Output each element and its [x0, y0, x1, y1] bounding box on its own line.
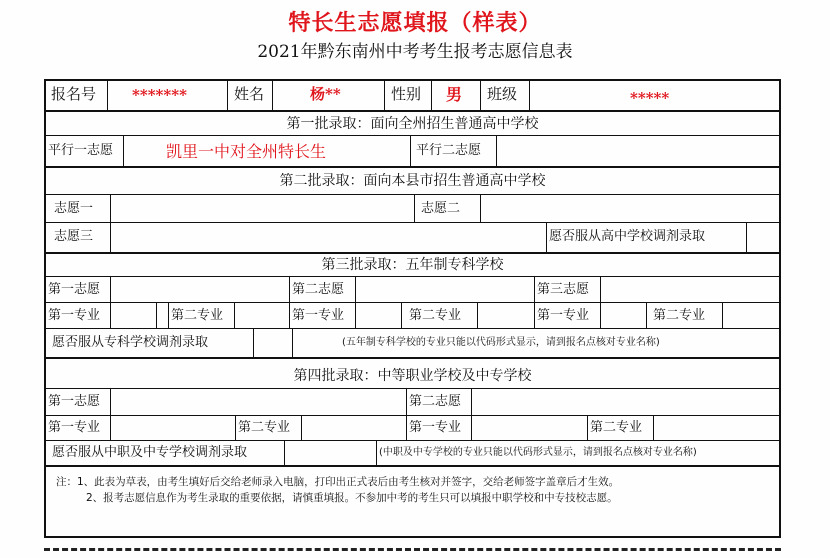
exam-no-value[interactable]: *******: [132, 86, 187, 104]
rule-v: [534, 276, 535, 328]
rule-batch3-row2: [46, 328, 779, 329]
batch4-major2-label: 第二专业: [238, 420, 291, 435]
rule-v: [480, 81, 481, 110]
rule-batch2-row1: [46, 222, 779, 223]
class-value[interactable]: *****: [630, 89, 670, 107]
note-line-1: 注：1、此表为草表，由考生填好后交给老师录入电脑，打印出正式表后由考生核对并签字，交给老师签字盖章后才生效。: [56, 476, 620, 488]
rule-batch3-heading: [46, 276, 779, 277]
gender-label: 性别: [391, 85, 422, 103]
cut-line: [44, 548, 781, 551]
rule-batch1-heading: [46, 135, 779, 136]
batch3-heading: 第三批录取：五年制专科学校: [321, 257, 504, 273]
exam-no-label: 报名号: [51, 85, 97, 103]
rule-batch4-bottom: [46, 465, 779, 467]
rule-v: [600, 276, 601, 328]
rule-v: [110, 388, 111, 440]
rule-batch1-bottom: [46, 166, 779, 168]
batch4-choice1-label: 第一志愿: [48, 394, 101, 409]
name-value[interactable]: 杨**: [310, 85, 341, 103]
rule-v: [156, 302, 157, 328]
batch4-adjust-label: 愿否服从中职及中专学校调剂录取: [52, 445, 248, 460]
rule-v: [168, 302, 169, 328]
batch3-major1-label: 第一专业: [48, 308, 101, 323]
batch4-major2-label-col2: 第二专业: [590, 420, 643, 435]
batch3-major1-label-col3: 第一专业: [537, 308, 590, 323]
rule-v: [414, 194, 415, 222]
batch3-choice2-label: 第二志愿: [292, 282, 345, 297]
rule-v: [234, 302, 235, 328]
batch4-heading: 第四批录取：中等职业学校及中专学校: [293, 368, 532, 384]
rule-v: [289, 276, 290, 328]
batch4-major1-label: 第一专业: [48, 420, 101, 435]
gender-value[interactable]: 男: [446, 85, 463, 104]
batch3-major2-label-col2: 第二专业: [409, 308, 462, 323]
rule-v: [253, 328, 254, 357]
rule-info-bottom: [46, 110, 779, 112]
rule-v: [471, 388, 472, 440]
rule-v: [301, 415, 302, 440]
batch2-choice2-label: 志愿二: [421, 201, 461, 216]
rule-batch2-bottom: [46, 252, 779, 254]
rule-v: [546, 222, 547, 252]
rule-v: [284, 440, 285, 465]
batch4-major1-label-col2: 第一专业: [409, 420, 462, 435]
batch1-parallel1-value[interactable]: 凯里一中对全州特长生: [166, 142, 327, 161]
rule-v: [235, 415, 236, 440]
rule-v: [355, 276, 356, 328]
batch4-hint: (中职及中专学校的专业只能以代码形式显示，请到报名点核对专业名称): [379, 447, 697, 458]
form-title: 特长生志愿填报（样表）: [288, 10, 542, 36]
note-line-2: 2、报考志愿信息作为考生录取的重要依据，请慎重填报。不参加中考的考生只可以填报中职学校和中专技校志愿。: [86, 492, 618, 504]
rule-v: [646, 302, 647, 328]
rule-v: [110, 194, 111, 252]
batch3-major2-label: 第二专业: [171, 308, 224, 323]
rule-batch2-heading: [46, 194, 779, 195]
rule-v: [123, 135, 124, 166]
rule-v: [376, 440, 377, 465]
form-subtitle: 2021年黔东南州中考考生报考志愿信息表: [257, 42, 573, 62]
batch2-choice3-label: 志愿三: [54, 229, 94, 244]
rule-v: [496, 135, 497, 166]
rule-v: [722, 302, 723, 328]
batch3-major1-label-col2: 第一专业: [292, 308, 345, 323]
batch2-choice1-label: 志愿一: [54, 201, 94, 216]
batch3-choice3-label: 第三志愿: [537, 282, 590, 297]
rule-batch4-heading: [46, 388, 779, 389]
batch2-adjust-label: 愿否服从高中学校调剂录取: [549, 229, 706, 244]
rule-v: [406, 388, 407, 440]
application-form: [44, 79, 781, 538]
rule-v: [410, 135, 411, 166]
rule-v: [653, 415, 654, 440]
class-label: 班级: [487, 85, 518, 103]
batch3-hint: (五年制专科学校的专业只能以代码形式显示，请到报名点核对专业名称): [342, 337, 660, 348]
batch4-choice2-label: 第二志愿: [409, 394, 462, 409]
rule-v: [746, 222, 747, 252]
rule-batch3-bottom: [46, 357, 779, 359]
batch3-adjust-label: 愿否服从专科学校调剂录取: [52, 335, 209, 350]
rule-batch4-row1: [46, 415, 779, 416]
rule-v: [227, 81, 228, 110]
rule-v: [431, 81, 432, 110]
batch2-heading: 第二批录取：面向本县市招生普通高中学校: [279, 173, 546, 189]
batch1-heading: 第一批录取：面向全州招生普通高中学校: [286, 116, 539, 132]
rule-v: [110, 276, 111, 328]
rule-v: [384, 81, 385, 110]
batch3-choice1-label: 第一志愿: [48, 282, 101, 297]
rule-v: [480, 194, 481, 222]
rule-batch4-row2: [46, 440, 779, 441]
rule-v: [272, 81, 273, 110]
batch1-parallel2-label: 平行二志愿: [416, 143, 482, 158]
rule-v: [529, 81, 530, 110]
rule-v: [401, 302, 402, 328]
rule-v: [477, 302, 478, 328]
batch3-major2-label-col3: 第二专业: [653, 308, 706, 323]
rule-v: [587, 415, 588, 440]
batch1-parallel1-label: 平行一志愿: [48, 143, 114, 158]
rule-v: [107, 81, 108, 110]
name-label: 姓名: [234, 85, 265, 103]
rule-v: [292, 328, 293, 357]
